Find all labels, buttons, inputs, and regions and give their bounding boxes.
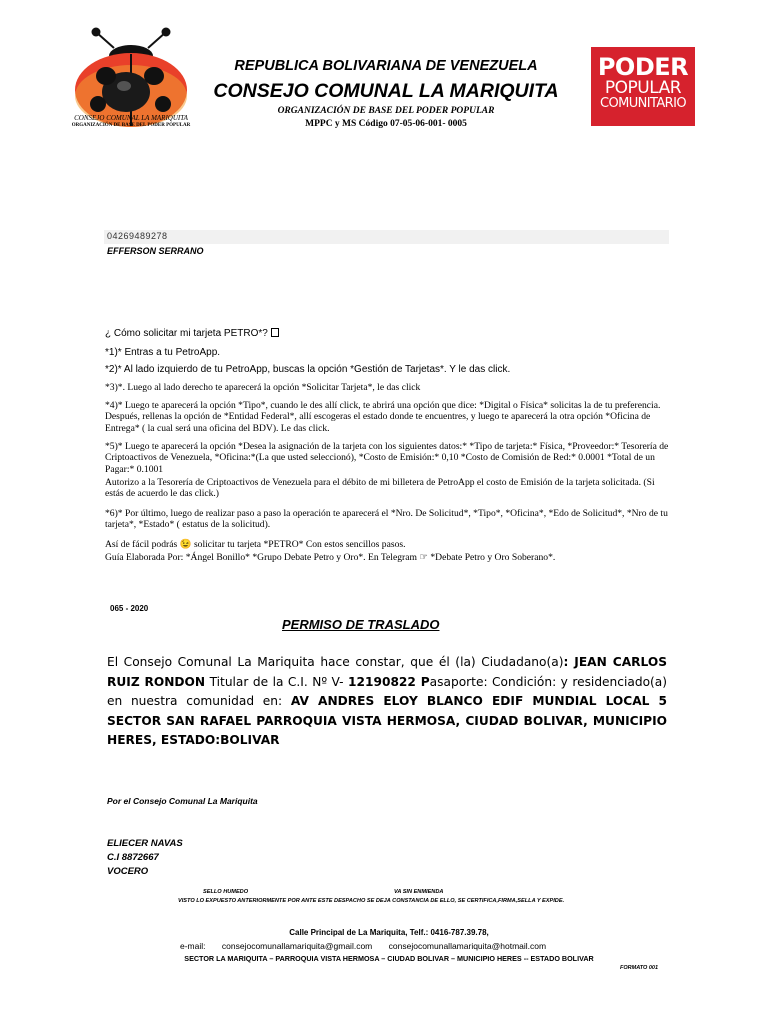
guide-step-5: *5)* Luego te aparecerá la opción *Desea la asignación de la tarjeta con los siguientes datos:* *Tipo de tarjeta:* Física, *Proveedor:* Tesorería de Criptoactivos de Venezuela, *Oficina:*(La que usted seleccionó), *Costo de Emisión:* 0,10 *Costo de Comisión de Red:* 0.0001 *Total de un Pagar:* 0.1001 [105, 441, 669, 475]
badge-line3: COMUNITARIO [600, 96, 686, 111]
enmienda-label: VA SIN ENMIENDA [394, 889, 444, 895]
document-body [107, 653, 667, 751]
footer-sector: SECTOR LA MARIQUITA – PARROQUIA VISTA HERMOSA – CIUDAD BOLIVAR – MUNICIPIO HERES -- ESTADO BOLIVAR [184, 954, 594, 963]
citizen-name: : JEAN CARLOS RUIZ RONDON [107, 655, 667, 689]
guide-author: Guía Elaborada Por: *Ángel Bonillo* *Grupo Debate Petro y Oro*. En Telegram ☞ *Debate Petro y Oro Soberano*. [105, 552, 556, 563]
email-label: e-mail: [180, 941, 206, 951]
guide-question-text: ¿ Cómo solicitar mi tarjeta PETRO*? [105, 328, 268, 339]
signer-name: ELIECER NAVAS [107, 838, 183, 849]
body-intro: El Consejo Comunal La Mariquita hace constar, que él (la) Ciudadano(a) [107, 655, 564, 669]
badge-line1: PODER [597, 53, 689, 81]
guide-closing: Así de fácil podrás 😉 solicitar tu tarjeta *PETRO* Con estos sencillos pasos. [105, 539, 406, 550]
sello-label: SELLO HUMEDO [203, 889, 249, 895]
phone-highlight-bar [104, 230, 669, 244]
format-code: FORMATO 001 [620, 965, 658, 971]
footer-email-row [180, 941, 560, 951]
square-icon [271, 328, 279, 337]
signer-ci: C.I 8872667 [107, 852, 159, 863]
signature-intro: Por el Consejo Comunal La Mariquita [107, 796, 258, 806]
header-title: CONSEJO COMUNAL LA MARIQUITA [213, 80, 559, 102]
guide-step-4: *4)* Luego te aparecerá la opción *Tipo*, cuando le des allí click, te abrirá una opción que dice: *Digital o Física* solicitas la de tu preferencia. Después, rellenas la opción de *Entidad Federal*, allí escogeras el estado donde te encuentres, y luego te aparecerá la otra opción *Oficina de Entrega* ( la cual será una oficina del BDV). Le das click. [105, 400, 661, 434]
body-residence: asaporte: Condición: y residenciado(a) en nuestra comunidad en: [107, 674, 668, 708]
document-title: PERMISO DE TRASLADO [282, 617, 440, 632]
email-hotmail-link[interactable]: consejocomunallamariquita@hotmail.com [388, 941, 547, 951]
body-p: P [415, 674, 430, 689]
document-number: 065 - 2020 [110, 604, 149, 613]
guide-question [105, 328, 675, 341]
logo-subcaption: ORGANIZACIÓN DE BASE DEL PODER POPULAR [71, 123, 191, 128]
citizen-ci: 12190822 [348, 674, 416, 689]
guide-step-3: *3)*. Luego al lado derecho te aparecerá la opción *Solicitar Tarjeta*, le das click [105, 382, 421, 393]
visto-statement: VISTO LO EXPUESTO ANTERIORMENTE POR ANTE ESTE DESPACHO SE DEJA CONSTANCIA DE ELLO, SE CERTIFICA,FIRMA,SELLA Y EXPIDE. [178, 898, 565, 904]
guide-step-6: *6)* Por último, luego de realizar paso a paso la operación te aparecerá el *Nro. De Solicitud*, *Tipo*, *Oficina*, *Edo de Solicitud*, *Nro de tu tarjeta*, *Estado* ( estatus de la solicitud). [105, 508, 668, 531]
footer-address: Calle Principal de La Mariquita, Telf.: 0416-787.39.78, [289, 928, 489, 937]
guide-step-5b: Autorizo a la Tesorería de Criptoactivos de Venezuela para el débito de mi billetera de PetroApp el costo de Emisión de la tarjeta solicitada. (Si estás de acuerdo le das click.) [105, 477, 655, 500]
header-organizacion: ORGANIZACIÓN DE BASE DEL PODER POPULAR [277, 106, 495, 116]
body-ci-label: Titular de la C.I. Nº V- [205, 674, 349, 689]
citizen-address: AV ANDRES ELOY BLANCO EDIF MUNDIAL LOCAL 5 SECTOR SAN RAFAEL PARROQUIA VISTA HERMOSA, CIUDAD BOLIVAR, MUNICIPIO HERES, ESTADO:BOLIVAR [107, 694, 667, 747]
header-codigo: MPPC y MS Código 07-05-06-001- 0005 [305, 119, 467, 129]
contact-name: EFFERSON SERRANO [107, 246, 204, 256]
badge-line2: POPULAR [604, 78, 682, 98]
guide-step-1: *1)* Entras a tu PetroApp. [105, 347, 221, 358]
guide-step-2: *2)* Al lado izquierdo de tu PetroApp, buscas la opción *Gestión de Tarjetas*. Y le das click. [105, 364, 511, 375]
logo-caption: CONSEJO COMUNAL LA MARIQUITA [74, 114, 188, 122]
signer-role: VOCERO [107, 866, 149, 877]
poder-popular-badge [591, 47, 695, 126]
contact-phone: 04269489278 [107, 231, 168, 241]
header-republica: REPUBLICA BOLIVARIANA DE VENEZUELA [234, 58, 538, 74]
email-gmail-link[interactable]: consejocomunallamariquita@gmail.com [221, 941, 373, 951]
